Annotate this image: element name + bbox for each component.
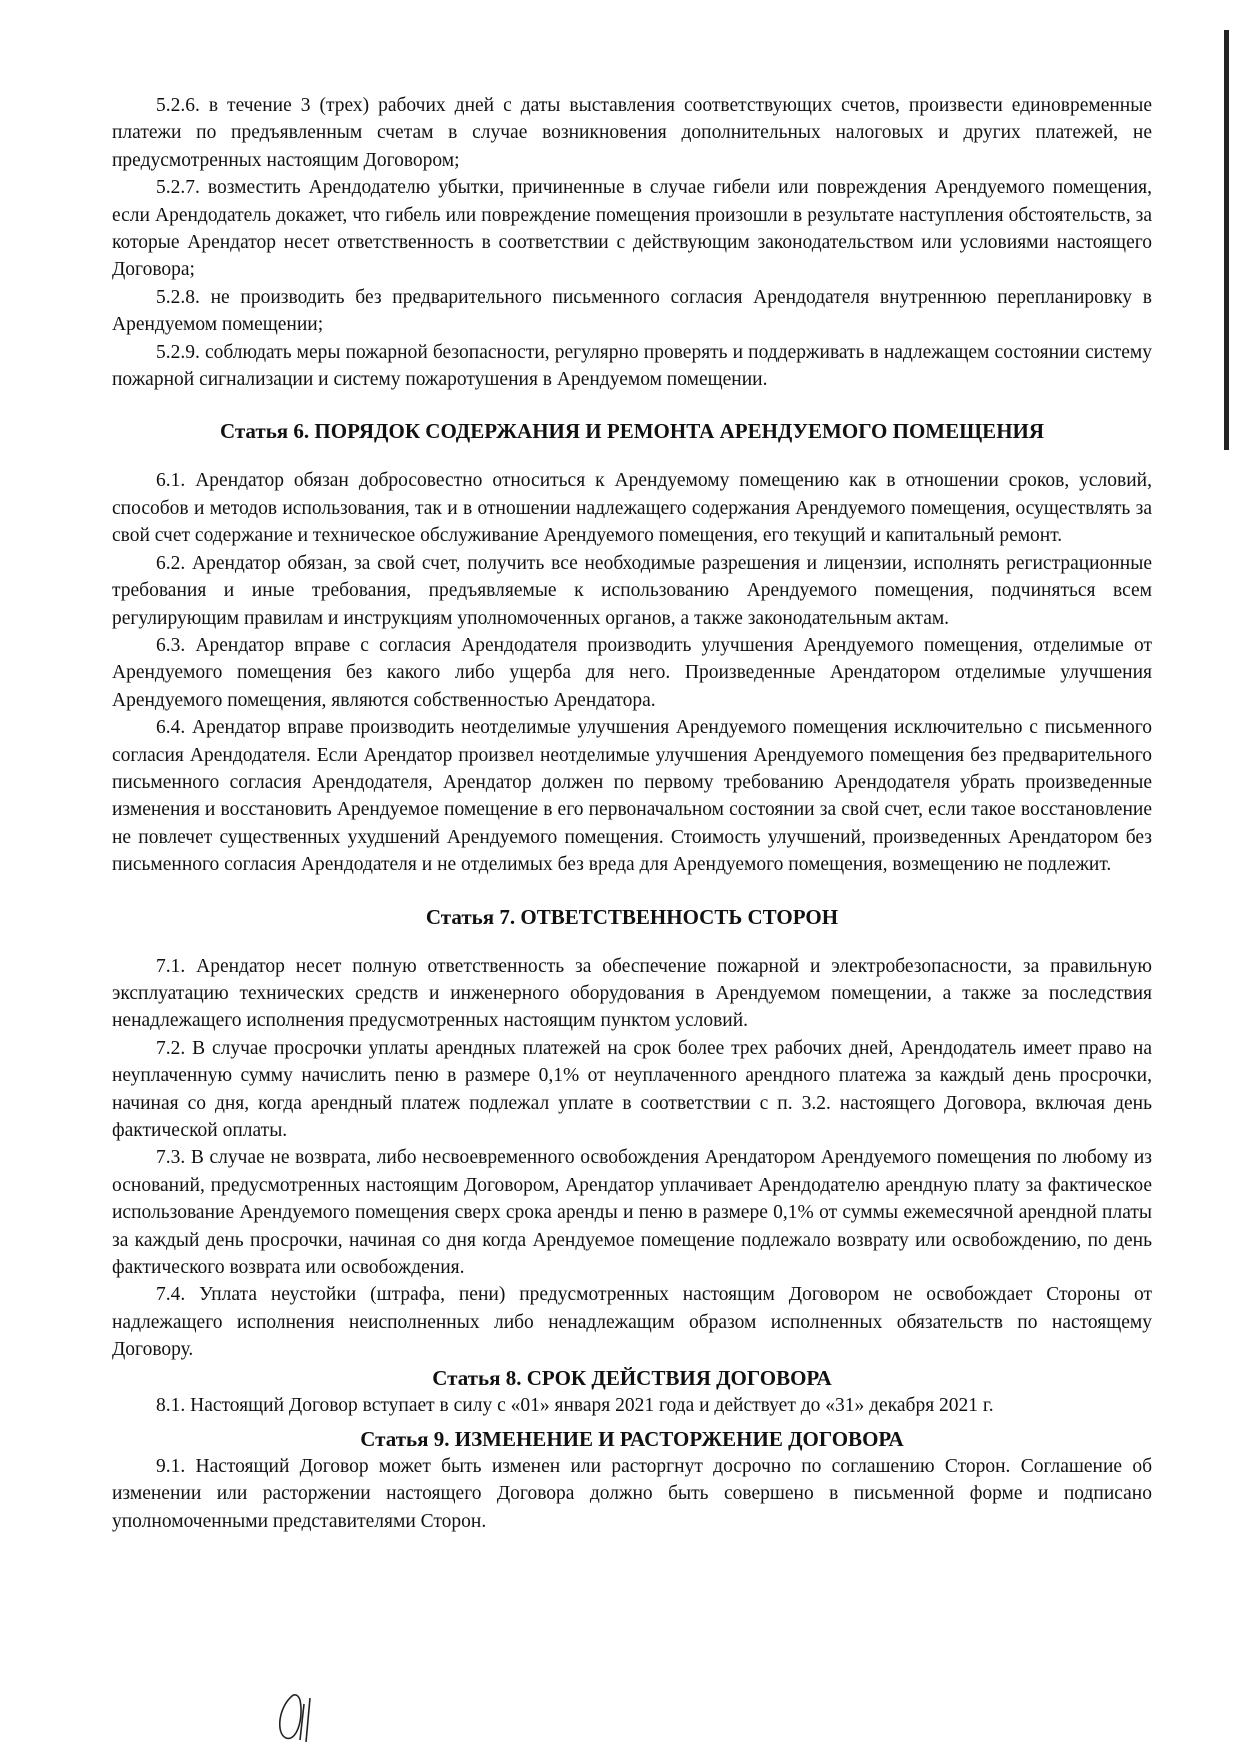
article-6-body (112, 467, 1152, 878)
article-7-body (112, 953, 1152, 1364)
article-7-title: Статья 7. ОТВЕТСТВЕННОСТЬ СТОРОН (425, 904, 839, 929)
paragraph-5-2-9: 5.2.9. соблюдать меры пожарной безопасности, регулярно проверять и поддерживать в надлежащем состоянии систему пожарной сигнализации и систему пожаротушения в Арендуемом помещении. (112, 341, 1152, 391)
paragraph-6-2: 6.2. Арендатор обязан, за свой счет, получить все необходимые разрешения и лицензии, исполнять регистрационные требования и иные требования, предъявляемые к использованию Арендуемого помещения, подчиняться всем регулирующим правилам и инструкциям уполномоченных органов, а также законодательным актам. (112, 552, 1152, 629)
paragraph-7-4: 7.4. Уплата неустойки (штрафа, пени) предусмотренных настоящим Договором не освобождает Стороны от надлежащего исполнения неисполненных либо ненадлежащим образом исполненных обязательств по настоящему Договору. (112, 1284, 1152, 1361)
paragraph-6-1: 6.1. Арендатор обязан добросовестно относиться к Арендуемому помещению как в отношении сроков, условий, способов и методов использования, так и в отношении надлежащего содержания Арендуемого помещения, осуществлять за свой счет содержание и техническое обслуживание Арендуемого помещения, его текущий и капитальный ремонт. (112, 470, 1152, 547)
scan-edge-mark (1224, 30, 1229, 450)
paragraph-5-2-8: 5.2.8. не производить без предварительного письменного согласия Арендодателя внутреннюю перепланировку в Арендуемом помещении; (112, 286, 1152, 336)
paragraph-8-1: 8.1. Настоящий Договор вступает в силу с «01» января 2021 года и действует до «31» декабря 2021 г. (156, 1394, 994, 1416)
paragraph-6-4: 6.4. Арендатор вправе производить неотделимые улучшения Арендуемого помещения исключительно с письменного согласия Арендодателя. Если Арендатор произвел неотделимые улучшения Арендуемого помещения без предварительного письменного согласия Арендодателя, Арендатор должен по первому требованию Арендодателя убрать произведенные изменения и восстановить Арендуемое помещение в его первоначальном состоянии за свой счет, если такое восстановление не повлечет существенных ухудшений Арендуемого помещения. Стоимость улучшений, произведенных Арендатором без письменного согласия Арендодателя и не отделимых без вреда для Арендуемого помещения, возмещению не подлежит. (112, 717, 1152, 876)
article-9-body (112, 1453, 1152, 1535)
section-5-continued (112, 92, 1152, 393)
article-9-title: Статья 9. ИЗМЕНЕНИЕ И РАСТОРЖЕНИЕ ДОГОВОРА (360, 1427, 904, 1452)
document-page (112, 92, 1152, 1535)
paragraph-6-3: 6.3. Арендатор вправе с согласия Арендодателя производить улучшения Арендуемого помещения, отделимые от Арендуемого помещения без какого либо ущерба для него. Произведенные Арендатором отделимые улучшения Арендуемого помещения, являются собственностью Арендатора. (112, 634, 1152, 711)
article-8-title: Статья 8. СРОК ДЕЙСТВИЯ ДОГОВОРА (432, 1365, 832, 1390)
paragraph-5-2-7: 5.2.7. возместить Арендодателю убытки, причиненные в случае гибели или повреждения Арендуемого помещения, если Арендодатель докажет, что гибель или повреждение помещения произошли в результате наступления обстоятельств, за которые Арендатор несет ответственность в соответствии с действующим законодательством или условиями настоящего Договора; (112, 177, 1152, 281)
paragraph-7-3: 7.3. В случае не возврата, либо несвоевременного освобождения Арендатором Арендуемого помещения по любому из оснований, предусмотренных настоящим Договором, Арендатор уплачивает Арендодателю арендную плату за фактическое использование Арендуемого помещения сверх срока аренды и пеню в размере 0,1% от суммы ежемесячной арендной платы за каждый день просрочки, начиная со дня когда Арендуемое помещение подлежало возврату или освобождению, по день фактического возврата или освобождения. (112, 1147, 1152, 1279)
article-6-title: Статья 6. ПОРЯДОК СОДЕРЖАНИЯ И РЕМОНТА АРЕНДУЕМОГО ПОМЕЩЕНИЯ (219, 419, 1045, 444)
article-8-body (112, 1392, 1152, 1419)
paragraph-7-1: 7.1. Арендатор несет полную ответственность за обеспечение пожарной и электробезопасности, за правильную эксплуатацию технических средств и инженерного оборудования в Арендуемом помещении, а также за последствия ненадлежащего исполнения предусмотренных настоящим пунктом условий. (112, 955, 1152, 1032)
paragraph-7-2: 7.2. В случае просрочки уплаты арендных платежей на срок более трех рабочих дней, Арендодатель имеет право на неуплаченную сумму начислить пеню в размере 0,1% от неуплаченного арендного платежа за каждый день просрочки, начиная со дня, когда арендный платеж подлежал уплате в соответствии с п. 3.2. настоящего Договора, включая день фактической оплаты. (112, 1037, 1152, 1141)
paragraph-5-2-6: 5.2.6. в течение 3 (трех) рабочих дней с даты выставления соответствующих счетов, произвести единовременные платежи по предъявленным счетам в случае возникновения дополнительных налоговых и других платежей, не предусмотренных настоящим Договором; (112, 95, 1152, 171)
handwritten-initials (270, 1690, 330, 1746)
paragraph-9-1: 9.1. Настоящий Договор может быть изменен или расторгнут досрочно по соглашению Сторон. Соглашение об изменении или расторжении настоящего Договора должно быть совершено в письменной форме и подписано уполномоченными представителями Сторон. (112, 1456, 1152, 1532)
